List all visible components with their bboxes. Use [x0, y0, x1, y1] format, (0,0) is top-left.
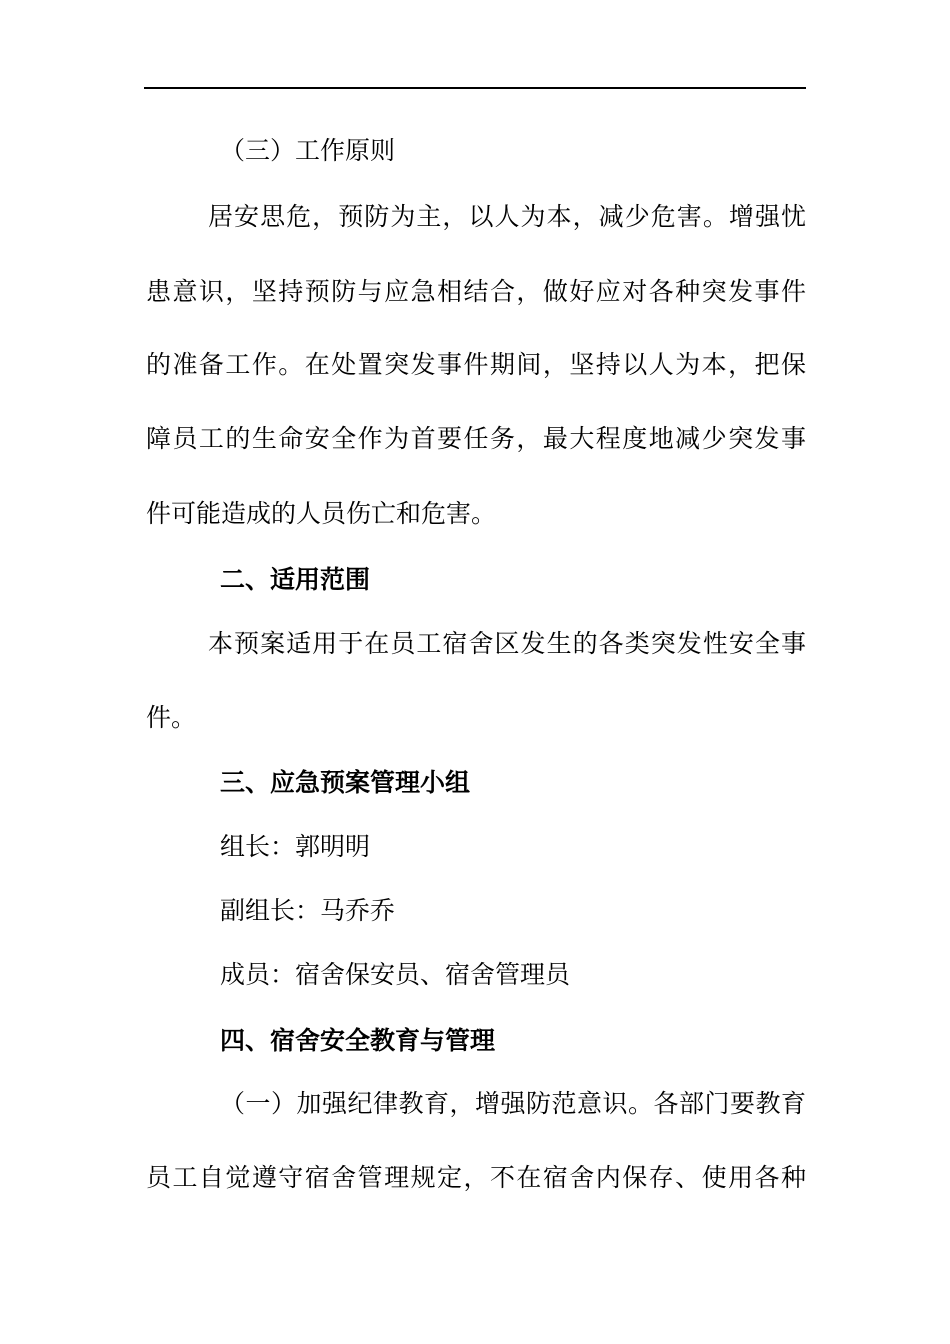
education-paragraph-line: （一）加强纪律教育，增强防范意识。各部门要教育 — [220, 1089, 806, 1118]
education-paragraph-line: 员工自觉遵守宿舍管理规定，不在宿舍内保存、使用各种 — [146, 1163, 806, 1192]
scope-paragraph-line: 本预案适用于在员工宿舍区发生的各类突发性安全事 — [208, 629, 806, 658]
principles-paragraph-line: 居安思危，预防为主，以人为本，减少危害。增强忧 — [208, 202, 806, 231]
principles-heading: （三）工作原则 — [220, 136, 396, 165]
principles-paragraph-line: 件可能造成的人员伤亡和危害。 — [146, 499, 497, 528]
team-deputy: 副组长：马乔乔 — [220, 896, 396, 925]
scope-heading: 二、适用范围 — [220, 565, 371, 594]
principles-paragraph-line: 障员工的生命安全作为首要任务，最大程度地减少突发事 — [146, 424, 806, 453]
principles-paragraph-line: 患意识，坚持预防与应急相结合，做好应对各种突发事件 — [146, 277, 806, 306]
team-members: 成员：宿舍保安员、宿舍管理员 — [220, 960, 571, 989]
team-heading: 三、应急预案管理小组 — [220, 768, 471, 797]
education-heading: 四、宿舍安全教育与管理 — [220, 1026, 496, 1055]
scope-paragraph-line: 件。 — [146, 703, 197, 732]
principles-paragraph-line: 的准备工作。在处置突发事件期间，坚持以人为本，把保 — [146, 350, 806, 379]
header-rule — [144, 87, 806, 89]
team-leader: 组长：郭明明 — [220, 832, 371, 861]
